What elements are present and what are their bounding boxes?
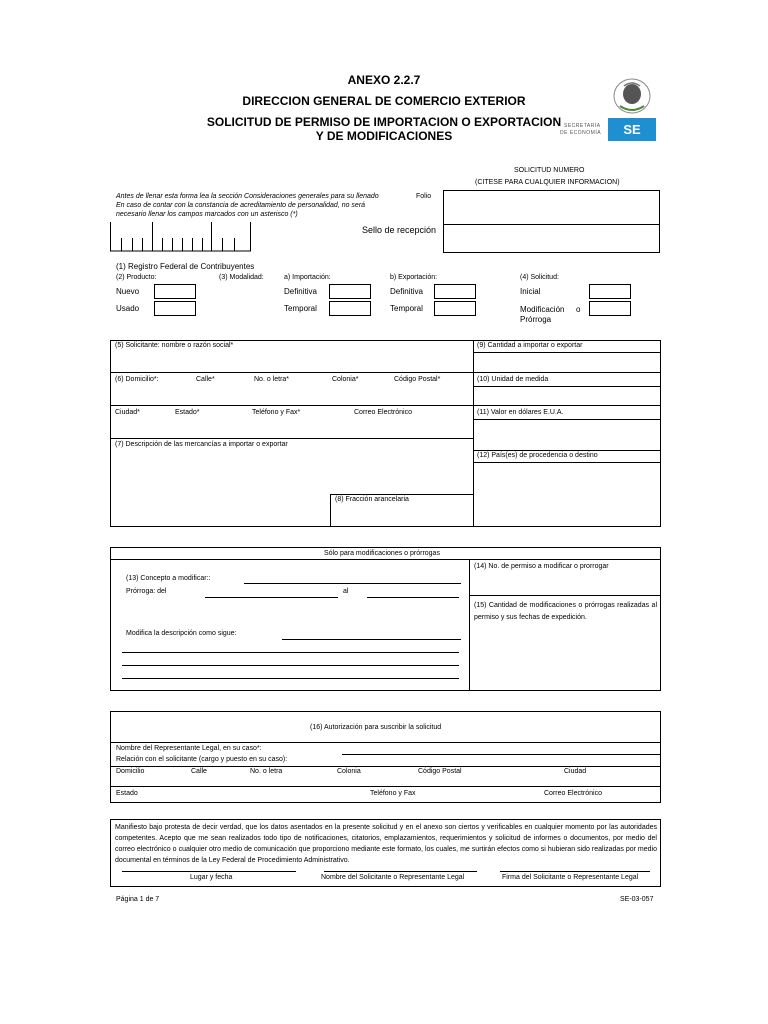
d-ciudad-label: Ciudad	[564, 768, 587, 775]
modificaciones-title: Sólo para modificaciones o prórrogas	[324, 550, 440, 557]
cantidad-label: (9) Cantidad a importar o exportar	[477, 342, 583, 349]
nombre-firma-label: Nombre del Solicitante o Representante Legal	[321, 874, 465, 881]
ciudad-label: Ciudad*	[115, 409, 140, 416]
domicilio-label: (6) Domicilio*:	[115, 376, 159, 383]
d-telefono-fax-label: Teléfono y Fax	[370, 790, 416, 797]
cantidad-modificaciones-label: (15) Cantidad de modificaciones o prórrogas realizadas al permiso y sus fechas de expedición.	[474, 602, 657, 621]
modalidad-label: (3) Modalidad:	[219, 274, 264, 281]
descripcion-label: (7) Descripción de las mercancías a importar o exportar	[115, 441, 288, 448]
inicial-label: Inicial	[520, 287, 541, 296]
modificacion-label: Modificación	[520, 305, 565, 314]
inicial-checkbox[interactable]	[589, 284, 631, 299]
codigo-postal-label: Código Postal*	[394, 376, 441, 383]
sello-field[interactable]	[443, 224, 660, 253]
al-label: al	[343, 588, 349, 595]
correo-label: Correo Electrónico	[354, 409, 412, 416]
d-no-letra-label: No. o letra	[250, 768, 283, 775]
concepto-label: (13) Concepto a modificar::	[126, 575, 211, 582]
temporal-export-checkbox[interactable]	[434, 301, 476, 316]
usado-label: Usado	[116, 304, 140, 313]
direccion-title: DIRECCION GENERAL DE COMERCIO EXTERIOR	[242, 94, 526, 108]
prorroga-label: Prórroga	[520, 315, 552, 324]
definitiva-export-checkbox[interactable]	[434, 284, 476, 299]
nuevo-label: Nuevo	[116, 287, 140, 296]
secretaria-label-1: SECRETARÍA	[564, 123, 601, 129]
temporal-export-label: Temporal	[390, 304, 423, 313]
folio-label: Folio	[416, 193, 432, 200]
intro-line2: En caso de contar con la constancia de acreditamiento de personalidad, no será	[116, 202, 366, 209]
d-estado-label: Estado	[116, 790, 138, 797]
importacion-label: a) Importación:	[284, 274, 331, 281]
usado-checkbox[interactable]	[154, 301, 196, 316]
producto-label: (2) Producto:	[116, 274, 157, 281]
telefono-fax-label: Teléfono y Fax*	[252, 409, 301, 416]
autorizacion-title: (16) Autorización para suscribir la solicitud	[310, 724, 442, 731]
relacion-label: Relación con el solicitante (cargo y puesto en su caso):	[116, 756, 288, 763]
temporal-import-checkbox[interactable]	[329, 301, 371, 316]
form-code: SE-03-057	[620, 896, 654, 903]
page-number: Página 1 de 7	[116, 896, 160, 903]
rfc-label: (1) Registro Federal de Contribuyentes	[116, 262, 255, 271]
declaracion-text: Manifiesto bajo protesta de decir verdad, que los datos asentados en la presente solicitud y en el anexo son ciertos y verificables en cualquier momento por las autoridades competentes. Acepto que me sean realizados todo tipo de notificaciones, citatorios, emplazamientos, requerimientos y solicitud de informes o documentos, por medio del correo electrónico o cualquier otro medio de comunicación que proporciono mediante este formato, los cuales, me surtirán efectos como si hubieran sido realizadas por medio documental en términos de la Ley Federal de Procedimiento Administrativo.	[115, 824, 657, 864]
modificacion-checkbox[interactable]	[589, 301, 631, 316]
se-badge-label: SE	[623, 122, 641, 137]
no-permiso-label: (14) No. de permiso a modificar o prorrogar	[474, 563, 609, 570]
estado-label: Estado*	[175, 409, 200, 416]
rfc-comb-field[interactable]	[110, 222, 251, 252]
exportacion-label: b) Exportación:	[390, 274, 438, 281]
firma-label: Firma del Solicitante o Representante Legal	[502, 874, 639, 881]
modifica-label: Modifica la descripción como sigue:	[126, 630, 237, 637]
no-letra-label: No. o letra*	[254, 376, 290, 383]
solicitud-label: (4) Solicitud:	[520, 274, 559, 281]
anexo-title: ANEXO 2.2.7	[347, 73, 421, 87]
nuevo-checkbox[interactable]	[154, 284, 196, 299]
o-label: o	[576, 305, 581, 314]
intro-line1: Antes de llenar esta forma lea la sección Consideraciones generales para su llenado	[116, 193, 379, 200]
coat-of-arms-logo	[606, 72, 658, 118]
se-badge	[608, 118, 656, 141]
solicitante-label: (5) Solicitante: nombre o razón social*	[115, 342, 234, 349]
prorroga-del-label: Prórroga: del	[126, 588, 167, 595]
citese-label: (CITESE PARA CUALQUIER INFORMACION)	[475, 179, 620, 186]
lugar-fecha-label: Lugar y fecha	[190, 874, 233, 881]
form-title-line2: Y DE MODIFICACIONES	[315, 129, 453, 143]
temporal-import-label: Temporal	[284, 304, 317, 313]
intro-line3: necesario llenar los campos marcados con un asterisco (*)	[116, 211, 298, 218]
fraccion-label: (8) Fracción arancelaria	[335, 496, 409, 503]
valor-dolares-label: (11) Valor en dólares E.U.A.	[477, 409, 564, 416]
d-correo-label: Correo Electrónico	[544, 790, 602, 797]
folio-field[interactable]	[443, 190, 660, 225]
paises-label: (12) País(es) de procedencia o destino	[477, 452, 598, 459]
colonia-label: Colonia*	[332, 376, 359, 383]
d-calle-label: Calle	[191, 768, 207, 775]
d-codigo-postal-label: Código Postal	[418, 768, 462, 775]
definitiva-export-label: Definitiva	[390, 287, 423, 296]
definitiva-import-label: Definitiva	[284, 287, 317, 296]
calle-label: Calle*	[196, 376, 215, 383]
sello-label: Sello de recepción	[362, 225, 437, 235]
definitiva-import-checkbox[interactable]	[329, 284, 371, 299]
form-title-line1: SOLICITUD DE PERMISO DE IMPORTACION O EXPORTACION	[206, 115, 562, 129]
secretaria-label-2: DE ECONOMÍA	[560, 130, 602, 136]
representante-label: Nombre del Representante Legal, en su caso*:	[116, 745, 262, 752]
unidad-medida-label: (10) Unidad de medida	[477, 376, 549, 383]
d-colonia-label: Colonia	[337, 768, 361, 775]
solicitud-numero-label: SOLICITUD NUMERO	[514, 167, 585, 174]
d-domicilio-label: Domicilio	[116, 768, 145, 775]
